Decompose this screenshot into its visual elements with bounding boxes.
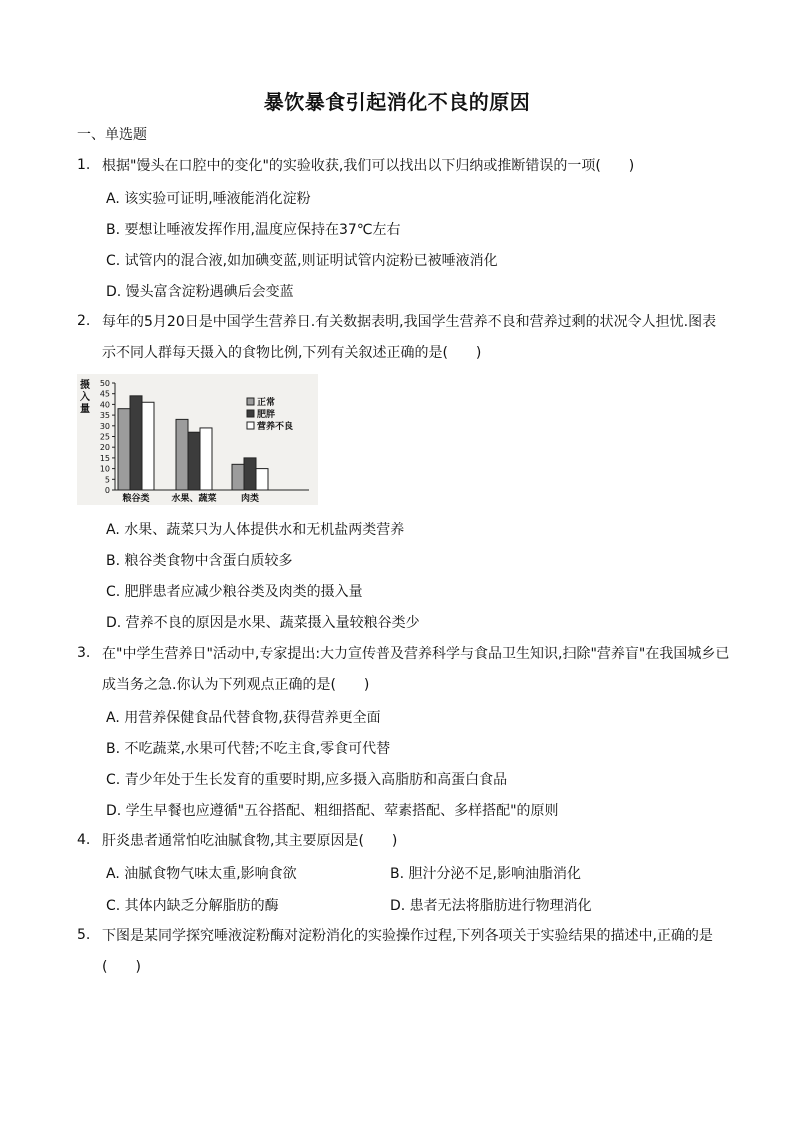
question-1-option-c: C. 试管内的混合液,如加碘变蓝,则证明试管内淀粉已被唾液消化 [106, 253, 498, 269]
question-4-stem: 肝炎患者通常怕吃油腻食物,其主要原因是( ) [102, 833, 398, 849]
question-2-number: 2. [77, 313, 91, 329]
legend-label: 营养不良 [257, 422, 294, 432]
page-title: 暴饮暴食引起消化不良的原因 [263, 90, 531, 114]
y-axis-label [80, 378, 90, 415]
y-axis-label-char: 量 [80, 404, 90, 415]
question-1-option-a: A. 该实验可证明,唾液能消化淀粉 [106, 191, 311, 207]
question-3-option-b: B. 不吃蔬菜,水果可代替;不吃主食,零食可代替 [106, 741, 391, 757]
y-tick-label: 25 [99, 432, 110, 442]
y-tick-label: 15 [99, 453, 110, 463]
y-axis-label-char: 入 [80, 392, 90, 403]
question-1-option-d: D. 馒头富含淀粉遇碘后会变蓝 [106, 284, 294, 300]
question-1-option-b: B. 要想让唾液发挥作用,温度应保持在37℃左右 [106, 222, 401, 238]
diet-bar-chart [77, 374, 318, 505]
question-4-option-c: C. 其体内缺乏分解脂肪的酶 [106, 898, 279, 914]
question-5-stem-line-1: 下图是某同学探究唾液淀粉酶对淀粉消化的实验操作过程,下列各项关于实验结果的描述中,正确的是 [102, 928, 713, 944]
question-2-option-a: A. 水果、蔬菜只为人体提供水和无机盐两类营养 [106, 522, 405, 538]
question-4-number: 4. [77, 832, 91, 848]
question-3-number: 3. [77, 645, 91, 661]
bar [142, 402, 154, 490]
bar [188, 432, 200, 490]
diet-bar-chart-svg [77, 374, 318, 505]
legend-swatch [247, 398, 254, 405]
bar [176, 419, 188, 490]
legend-label: 正常 [257, 398, 276, 408]
question-1-number: 1. [77, 157, 91, 173]
bar [256, 469, 268, 490]
y-tick-label: 35 [99, 411, 110, 421]
question-1-stem: 根据"馒头在口腔中的变化"的实验收获,我们可以找出以下归纳或推断错误的一项( ) [102, 158, 635, 174]
section-heading: 一、单选题 [77, 127, 147, 143]
question-3-option-c: C. 青少年处于生长发育的重要时期,应多摄入高脂肪和高蛋白食品 [106, 772, 508, 788]
question-3-stem-line-2: 成当务之急.你认为下列观点正确的是( ) [102, 677, 370, 693]
y-tick-label: 10 [99, 464, 110, 474]
x-tick-label: 水果、蔬菜 [171, 494, 217, 504]
y-tick-label: 5 [104, 475, 110, 485]
question-2-stem-line-1: 每年的5月20日是中国学生营养日.有关数据表明,我国学生营养不良和营养过剩的状况令人担忧.图表 [102, 314, 717, 330]
question-3-stem-line-1: 在"中学生营养日"活动中,专家提出:大力宣传普及营养科学与食品卫生知识,扫除"营养盲"在我国城乡已 [102, 646, 730, 662]
y-tick-label: 20 [99, 443, 110, 453]
y-tick-label: 45 [99, 389, 110, 399]
y-tick-label: 40 [99, 400, 110, 410]
question-2-option-d: D. 营养不良的原因是水果、蔬菜摄入量较粮谷类少 [106, 615, 420, 631]
question-2-option-c: C. 肥胖患者应减少粮谷类及肉类的摄入量 [106, 584, 363, 600]
bar [130, 396, 142, 490]
legend-label: 肥胖 [257, 410, 276, 420]
question-4-option-a: A. 油腻食物气味太重,影响食欲 [106, 866, 297, 882]
question-5-stem-line-2: ( ) [102, 959, 141, 975]
y-tick-label: 50 [99, 379, 110, 388]
question-3-option-a: A. 用营养保健食品代替食物,获得营养更全面 [106, 710, 381, 726]
question-4-option-b: B. 胆汁分泌不足,影响油脂消化 [390, 866, 581, 882]
question-2-option-b: B. 粮谷类食物中含蛋白质较多 [106, 553, 293, 569]
question-5-number: 5. [77, 927, 91, 943]
y-tick-label: 0 [104, 486, 110, 495]
bar [244, 458, 256, 490]
question-4-option-d: D. 患者无法将脂肪进行物理消化 [390, 898, 592, 914]
question-2-stem-line-2: 示不同人群每天摄入的食物比例,下列有关叙述正确的是( ) [102, 345, 482, 361]
y-tick-label: 30 [99, 421, 110, 431]
bar [232, 464, 244, 490]
legend-swatch [247, 410, 254, 417]
question-3-option-d: D. 学生早餐也应遵循"五谷搭配、粗细搭配、荤素搭配、多样搭配"的原则 [106, 803, 559, 819]
x-tick-label: 粮谷类 [122, 494, 150, 504]
bar [118, 409, 130, 490]
x-tick-label: 肉类 [240, 494, 260, 504]
bar [200, 428, 212, 490]
legend-swatch [247, 422, 254, 429]
y-axis-label-char: 摄 [80, 380, 90, 391]
